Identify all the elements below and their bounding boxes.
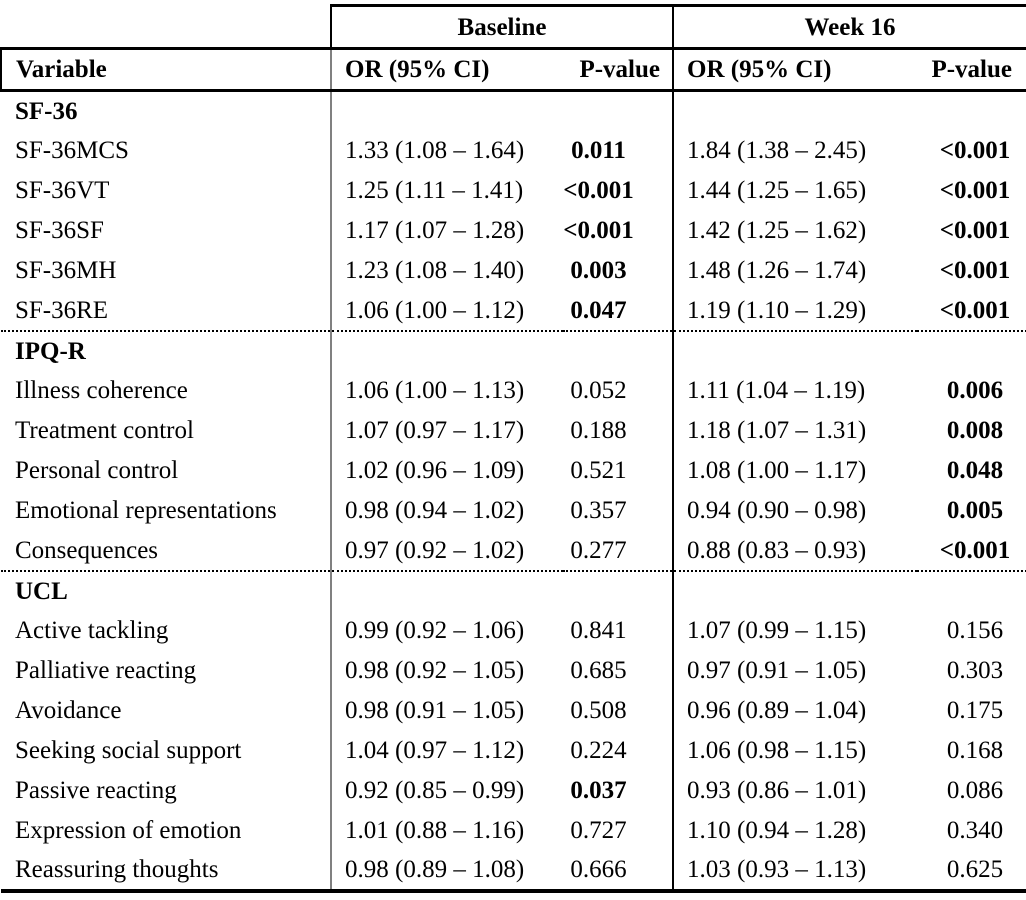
baseline-or-ci-cell: 1.33 (1.08 – 1.64)	[331, 131, 563, 171]
baseline-or-ci-cell: 0.97 (0.92 – 1.02)	[331, 531, 563, 571]
week16-or-ci-cell: 1.10 (0.94 – 1.28)	[673, 811, 917, 851]
variable-cell: Active tackling	[15, 617, 169, 644]
table-row	[1, 771, 1026, 811]
baseline-p-value-cell: <0.001	[563, 217, 634, 244]
baseline-or-ci-cell: 0.98 (0.91 – 1.05)	[331, 691, 563, 731]
variable-cell: Emotional representations	[15, 497, 277, 524]
empty-cell	[331, 571, 563, 611]
baseline-or-ci-cell: 0.98 (0.89 – 1.08)	[331, 851, 563, 891]
variable-cell: Seeking social support	[15, 737, 242, 764]
week16-p-value-cell: <0.001	[917, 291, 1026, 331]
week16-p-value-cell: 0.303	[946, 657, 1004, 684]
table-row	[1, 211, 1026, 251]
table-row	[1, 251, 1026, 291]
table-row	[1, 291, 1026, 331]
variable-cell: SF-36RE	[1, 291, 331, 331]
table-row	[1, 451, 1026, 491]
variable-cell: SF-36MH	[15, 257, 117, 284]
table-row	[1, 531, 1026, 571]
variable-cell: Avoidance	[15, 697, 122, 724]
week16-or-ci-cell: 1.84 (1.38 – 2.45)	[673, 131, 917, 171]
variable-cell: Personal control	[15, 457, 179, 484]
baseline-or-ci-cell: 0.98 (0.92 – 1.05)	[331, 651, 563, 691]
column-header-or-ci-week16: OR (95% CI)	[673, 49, 917, 91]
section-name: SF-36	[15, 97, 78, 125]
table-row	[1, 691, 1026, 731]
empty-cell	[331, 331, 563, 371]
baseline-or-ci-cell: 1.06 (1.00 – 1.12)	[331, 291, 563, 331]
empty-cell	[917, 571, 1026, 611]
empty-cell	[673, 91, 917, 131]
variable-cell: Treatment control	[15, 417, 194, 444]
empty-cell	[563, 331, 673, 371]
week16-p-value-cell: 0.005	[946, 497, 1004, 524]
table-row	[1, 611, 1026, 651]
week16-or-ci-cell: 1.11 (1.04 – 1.19)	[673, 371, 917, 411]
empty-cell	[563, 91, 673, 131]
table-row	[1, 131, 1026, 171]
empty-cell	[673, 571, 917, 611]
table-body	[1, 91, 1026, 891]
variable-cell: Palliative reacting	[15, 657, 197, 684]
variable-cell: SF-36SF	[15, 217, 104, 244]
section-header-row	[1, 571, 1026, 611]
empty-cell	[563, 571, 673, 611]
week16-or-ci-cell: 1.08 (1.00 – 1.17)	[673, 451, 917, 491]
week16-or-ci-cell: 1.19 (1.10 – 1.29)	[673, 291, 917, 331]
empty-cell	[331, 91, 563, 131]
baseline-or-ci-cell: 0.99 (0.92 – 1.06)	[331, 611, 563, 651]
table-row	[1, 811, 1026, 851]
baseline-p-value-cell: 0.727	[570, 817, 627, 844]
empty-cell	[673, 331, 917, 371]
results-table	[0, 4, 1026, 893]
baseline-p-value-cell: 0.224	[570, 737, 627, 764]
baseline-or-ci-cell: 1.07 (0.97 – 1.17)	[331, 411, 563, 451]
table-row	[1, 851, 1026, 891]
variable-cell: SF-36VT	[15, 177, 110, 204]
baseline-p-value-cell: 0.841	[570, 617, 627, 644]
table-header	[1, 6, 1026, 91]
variable-cell: Expression of emotion	[15, 817, 242, 844]
variable-cell: Reassuring thoughts	[1, 851, 331, 891]
baseline-or-ci-cell: 1.01 (0.88 – 1.16)	[331, 811, 563, 851]
week16-or-ci-cell: 0.93 (0.86 – 1.01)	[673, 771, 917, 811]
baseline-p-value-cell: 0.277	[563, 531, 673, 571]
table-row	[1, 171, 1026, 211]
baseline-p-value-cell: 0.357	[570, 497, 627, 524]
baseline-p-value-cell: <0.001	[563, 177, 634, 204]
baseline-p-value-cell: 0.521	[570, 457, 627, 484]
baseline-or-ci-cell: 1.06 (1.00 – 1.13)	[331, 371, 563, 411]
baseline-or-ci-cell: 1.17 (1.07 – 1.28)	[331, 211, 563, 251]
column-header-variable: Variable	[1, 49, 331, 91]
empty-corner-cell	[1, 6, 331, 49]
week16-p-value-cell: <0.001	[917, 531, 1026, 571]
column-header-p-value-baseline: P-value	[563, 49, 673, 91]
baseline-p-value-cell: 0.188	[570, 417, 627, 444]
week16-or-ci-cell: 1.42 (1.25 – 1.62)	[673, 211, 917, 251]
week16-or-ci-cell: 1.06 (0.98 – 1.15)	[673, 731, 917, 771]
week16-p-value-cell: <0.001	[939, 137, 1011, 164]
table-row	[1, 731, 1026, 771]
column-group-week16: Week 16	[673, 6, 1026, 49]
week16-p-value-cell: 0.625	[917, 851, 1026, 891]
week16-p-value-cell: 0.340	[946, 817, 1004, 844]
baseline-p-value-cell: 0.047	[563, 291, 673, 331]
baseline-p-value-cell: 0.508	[570, 697, 627, 724]
week16-p-value-cell: 0.156	[946, 617, 1004, 644]
week16-or-ci-cell: 0.88 (0.83 – 0.93)	[673, 531, 917, 571]
column-group-row	[1, 6, 1026, 49]
baseline-or-ci-cell: 0.92 (0.85 – 0.99)	[331, 771, 563, 811]
section-name: UCL	[15, 577, 68, 605]
table-row	[1, 411, 1026, 451]
week16-or-ci-cell: 0.96 (0.89 – 1.04)	[673, 691, 917, 731]
week16-p-value-cell: <0.001	[939, 257, 1011, 284]
baseline-p-value-cell: 0.037	[570, 777, 627, 804]
column-group-baseline: Baseline	[331, 6, 673, 49]
baseline-or-ci-cell: 1.02 (0.96 – 1.09)	[331, 451, 563, 491]
baseline-or-ci-cell: 1.04 (0.97 – 1.12)	[331, 731, 563, 771]
week16-or-ci-cell: 1.48 (1.26 – 1.74)	[673, 251, 917, 291]
variable-cell: Illness coherence	[15, 377, 188, 404]
week16-p-value-cell: 0.006	[946, 377, 1004, 404]
baseline-or-ci-cell: 1.23 (1.08 – 1.40)	[331, 251, 563, 291]
column-header-p-value-week16: P-value	[917, 49, 1026, 91]
section-header-row	[1, 91, 1026, 131]
column-header-row	[1, 49, 1026, 91]
empty-cell	[917, 91, 1026, 131]
variable-cell: SF-36MCS	[15, 137, 129, 164]
baseline-or-ci-cell: 0.98 (0.94 – 1.02)	[331, 491, 563, 531]
column-header-or-ci-baseline: OR (95% CI)	[331, 49, 563, 91]
baseline-p-value-cell: 0.666	[563, 851, 673, 891]
week16-p-value-cell: <0.001	[939, 177, 1011, 204]
week16-p-value-cell: 0.175	[946, 697, 1004, 724]
week16-p-value-cell: <0.001	[939, 217, 1011, 244]
week16-p-value-cell: 0.168	[946, 737, 1004, 764]
week16-or-ci-cell: 1.07 (0.99 – 1.15)	[673, 611, 917, 651]
week16-or-ci-cell: 1.03 (0.93 – 1.13)	[673, 851, 917, 891]
week16-or-ci-cell: 0.94 (0.90 – 0.98)	[673, 491, 917, 531]
week16-or-ci-cell: 1.44 (1.25 – 1.65)	[673, 171, 917, 211]
variable-cell: Passive reacting	[15, 777, 177, 804]
week16-or-ci-cell: 1.18 (1.07 – 1.31)	[673, 411, 917, 451]
table-row	[1, 371, 1026, 411]
table-row	[1, 491, 1026, 531]
variable-cell: Consequences	[1, 531, 331, 571]
week16-p-value-cell: 0.086	[946, 777, 1004, 804]
baseline-p-value-cell: 0.685	[570, 657, 627, 684]
baseline-p-value-cell: 0.003	[570, 257, 627, 284]
baseline-p-value-cell: 0.011	[571, 137, 626, 164]
week16-or-ci-cell: 0.97 (0.91 – 1.05)	[673, 651, 917, 691]
table-row	[1, 651, 1026, 691]
section-name: IPQ-R	[15, 337, 86, 365]
section-header-row	[1, 331, 1026, 371]
baseline-p-value-cell: 0.052	[570, 377, 627, 404]
week16-p-value-cell: 0.008	[946, 417, 1004, 444]
baseline-or-ci-cell: 1.25 (1.11 – 1.41)	[331, 171, 563, 211]
empty-cell	[917, 331, 1026, 371]
week16-p-value-cell: 0.048	[946, 457, 1004, 484]
